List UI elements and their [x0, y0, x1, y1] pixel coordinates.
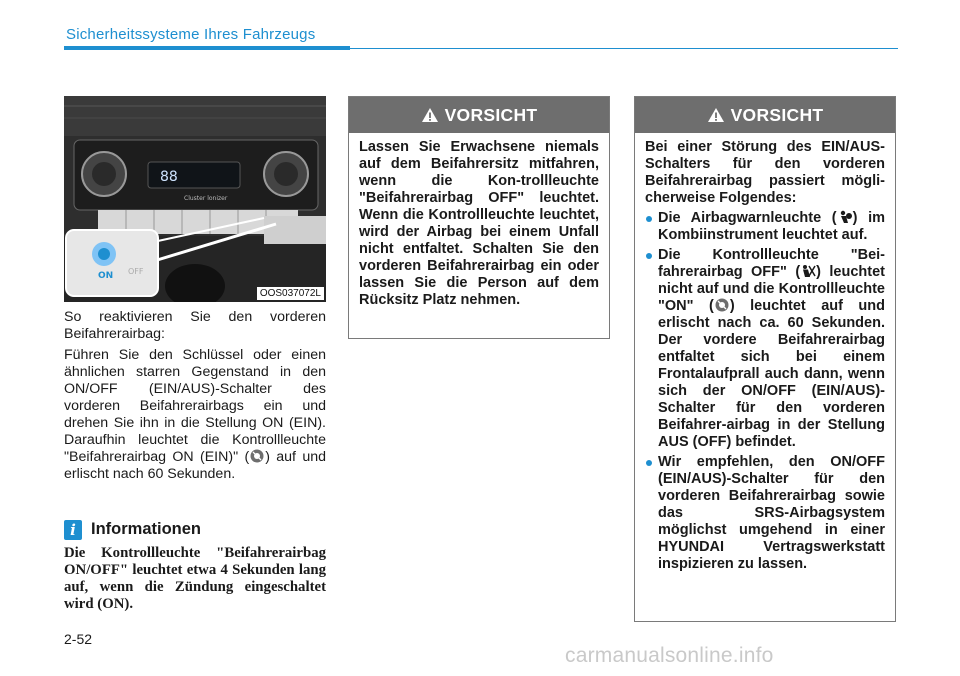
- warning-triangle-icon: [707, 107, 725, 123]
- bullet-1-end: ) im Kombiinstrument leuchtet auf.: [658, 210, 885, 243]
- page-number: 2-52: [64, 631, 93, 647]
- bullet-2-part3: ) leuchtet auf und erlischt nach ca. 60 Sekunden. Der vordere Beifahrerairbag entfaltet sich bei einem Frontalaufprall auch dann, wenn sich der ON/OFF (EIN/AUS)-Schalter für den vorderen Beifahrer-airbag in der Stellung AUS (OFF) befindet.: [658, 298, 885, 450]
- info-icon: i: [64, 520, 82, 540]
- caution-header-1: [349, 97, 609, 133]
- caution-bullet-1: [645, 210, 885, 244]
- caution-title-2: VORSICHT: [730, 104, 824, 125]
- header-rule-thick: [64, 46, 350, 50]
- airbag-off-indicator-icon: [800, 264, 816, 278]
- dash-label: Cluster lonizer: [184, 195, 228, 202]
- airbag-warning-icon: [837, 210, 853, 224]
- caution-bullet-3: Wir empfehlen, den ON/OFF (EIN/AUS)-Schalter für den vorderen Beifahrerairbag sowie das SRS-Airbagsystem möglichst umgehend in einer HYUNDAI Vertragswerkstatt inspizieren zu lassen.: [645, 454, 885, 573]
- airbag-on-indicator-icon: [714, 298, 730, 312]
- caution-text-1: Lassen Sie Erwachsene niemals auf dem Beifahrersitz mitfahren, wenn die Kon-trollleuchte "Beifahrerairbag OFF" leuchtet. Wenn die Kontrollleuchte leuchtet, wird der Airbag bei einem Unfall nicht entfaltet. Schalten Sie den vorderen Beifahrerairbag ein oder lassen Sie die Person auf dem Rücksitz Platz nehmen.: [359, 139, 599, 308]
- section-title: Sicherheitssysteme Ihres Fahrzeugs: [66, 26, 316, 43]
- bullet-1-start: Die Airbagwarnleuchte (: [658, 210, 837, 226]
- display-temp: 88: [160, 169, 178, 185]
- paragraph-instructions: [64, 347, 326, 483]
- airbag-on-indicator-icon: [249, 449, 265, 463]
- paragraph-reactivate: So reaktivieren Sie den vorderen Beifahrerairbag:: [64, 309, 326, 342]
- warning-triangle-icon: [421, 107, 439, 123]
- caution-box-2: [634, 96, 896, 622]
- caution-bullet-list: [645, 210, 885, 573]
- bullet-2-part2: ) leuchtet nicht auf und die Kontrollleuchte "ON" (: [658, 264, 885, 314]
- header-rule-thin: [350, 48, 898, 49]
- console-photo: [64, 96, 326, 302]
- info-heading: [64, 519, 326, 541]
- info-title: Informationen: [91, 520, 201, 538]
- paragraph-instructions-start: Führen Sie den Schlüssel oder einen ähnlichen starren Gegenstand in den ON/OFF (EIN/AUS)-Schalter des vorderen Beifahrerairbags ein und drehen Sie ihn in die Stellung ON (EIN). Daraufhin leuchtet die Kontrollleuchte "Beifahrerairbag ON (EIN)" (: [64, 347, 326, 465]
- info-text: Die Kontrollleuchte "Beifahrerairbag ON/OFF" leuchtet etwa 4 Sekunden lang auf, wenn die Zündung eingeschaltet wird (ON).: [64, 545, 326, 612]
- bullet-2-part1: Die Kontrollleuchte "Bei-fahrerairbag OFF" (: [658, 247, 885, 280]
- watermark: carmanualsonline.info: [565, 644, 774, 667]
- indicator-off-label: OFF: [128, 267, 144, 276]
- caution-header-2: [635, 97, 895, 133]
- caution-title-1: VORSICHT: [444, 104, 538, 125]
- caution-body-2: [635, 133, 895, 573]
- paragraph-instructions-end: ) auf und erlischt nach 60 Sekunden.: [64, 449, 326, 482]
- caution-bullet-2: [645, 247, 885, 451]
- image-code: OOS037072L: [257, 287, 324, 300]
- caution-intro-2: Bei einer Störung des EIN/AUS-Schalters für den vorderen Beifahrerairbag passiert mögli-cherweise Folgendes:: [645, 139, 885, 206]
- console-illustration: [64, 96, 326, 302]
- caution-box-1: [348, 96, 610, 339]
- indicator-on-label: ON: [98, 271, 114, 281]
